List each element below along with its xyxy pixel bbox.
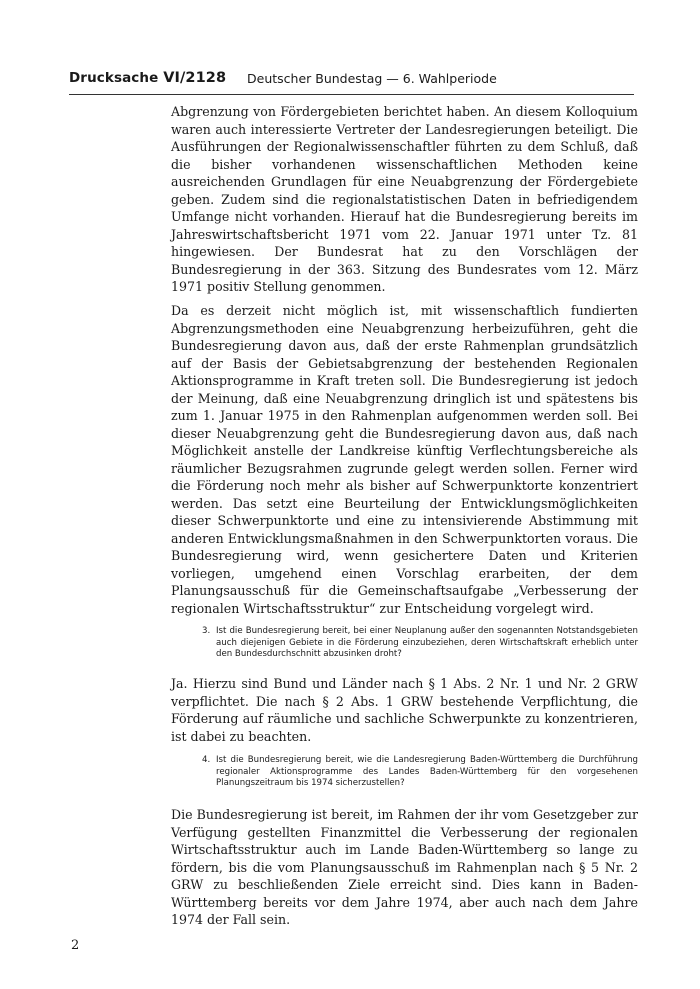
answer-text: Die Bundesregierung ist bereit, im Rahmen der ihr vom Gesetzgeber zur Verfügung gestellten Finanzmittel die Verbesserung der regionalen Wirtschaftsstruktur auch im Lande Baden-Württemberg so lange zu fördern, bis die vom Planungsausschuß im Rahmenplan nach § 5 Nr. 2 GRW zu beschließenden Ziele erreicht sind. Dies kann in Baden-Württemberg bereits vor dem Jahre 1974, aber auch nach dem Jahre 1974 der Fall sein. — [171, 807, 638, 927]
question-number: 4. — [202, 755, 211, 765]
page-number: 2 — [71, 938, 80, 953]
question-text: Ist die Bundesregierung bereit, bei einer Neuplanung außer den sogenannten Notstandsgebieten auch diejenigen Gebiete in die Förderung einzubeziehen, deren Wirtschaftskraft erheblich unter den Bundesdurchschnitt abzusinken droht? — [216, 626, 638, 660]
header-title: Deutscher Bundestag — 6. Wahlperiode — [247, 71, 497, 86]
question-number: 3. — [202, 626, 211, 636]
question-text: Ist die Bundesregierung bereit, wie die Landesregierung Baden-Württemberg die Durchführung regionaler Aktionsprogramme des Landes Baden-Württemberg für den vorgesehenen Planungszeitraum bis 1974 sicherzustellen? — [216, 755, 638, 789]
answer-text: Ja. Hierzu sind Bund und Länder nach § 1 Abs. 2 Nr. 1 und Nr. 2 GRW verpflichtet. Die nach § 2 Abs. 1 GRW bestehende Verpflichtung, die Förderung auf räumliche und sachliche Schwerpunkte zu konzentrieren, ist dabei zu beachten. — [171, 676, 638, 744]
question-3 — [202, 626, 638, 661]
document-id: VI/2128 — [163, 70, 227, 86]
page-header — [69, 70, 634, 95]
paragraph-2 — [171, 302, 638, 625]
paragraph-1 — [171, 103, 638, 304]
document-label: Drucksache — [69, 70, 159, 86]
body-text: Abgrenzung von Fördergebieten berichtet haben. An diesem Kolloquium waren auch interessierte Vertreter der Landesregierungen beteiligt. Die Ausführungen der Regionalwissenschaftler führten zu dem Schluß, daß die bisher vorhandenen wissenschaftlichen Methoden keine ausreichenden Grundlagen für eine Neuabgrenzung der Fördergebiete geben. Zudem sind die regionalstatistischen Daten in befriedigendem Umfange nicht vorhanden. Hierauf hat die Bundesregierung bereits im Jahreswirtschaftsbericht 1971 vom 22. Januar 1971 unter Tz. 81 hingewiesen. Der Bundesrat hat zu den Vorschlägen der Bundesregierung in der 363. Sitzung des Bundesrates vom 12. März 1971 positiv Stellung genommen. — [171, 104, 638, 294]
answer-4 — [171, 806, 638, 937]
document-number — [69, 70, 226, 86]
question-4 — [202, 755, 638, 790]
answer-3 — [171, 675, 638, 753]
body-text: Da es derzeit nicht möglich ist, mit wissenschaftlich fundierten Abgrenzungsmethoden eine Neuabgrenzung herbeizuführen, geht die Bundesregierung davon aus, daß der erste Rahmenplan grundsätzlich auf der Basis der Gebietsabgrenzung der bestehenden Regionalen Aktionsprogramme in Kraft treten soll. Die Bundesregierung ist jedoch der Meinung, daß eine Neuabgrenzung dringlich ist und spätestens bis zum 1. Januar 1975 in den Rahmenplan aufgenommen werden soll. Bei dieser Neuabgrenzung geht die Bundesregierung davon aus, daß nach Möglichkeit anstelle der Landkreise künftig Verflechtungsbereiche als räumlicher Bezugsrahmen zugrunde gelegt werden sollen. Ferner wird die Förderung noch mehr als bisher auf Schwerpunktorte konzentriert werden. Das setzt eine Beurteilung der Entwicklungsmöglichkeiten dieser Schwerpunktorte und eine zu intensivierende Abstimmung mit anderen Entwicklungsmaßnahmen in den Schwerpunktorten voraus. Die Bundesregierung wird, wenn gesichertere Daten und Kriterien vorliegen, umgehend einen Vorschlag erarbeiten, der dem Planungsausschuß für die Gemeinschaftsaufgabe „Verbesserung der regionalen Wirtschaftsstruktur“ zur Entscheidung vorgelegt wird. — [171, 303, 638, 616]
